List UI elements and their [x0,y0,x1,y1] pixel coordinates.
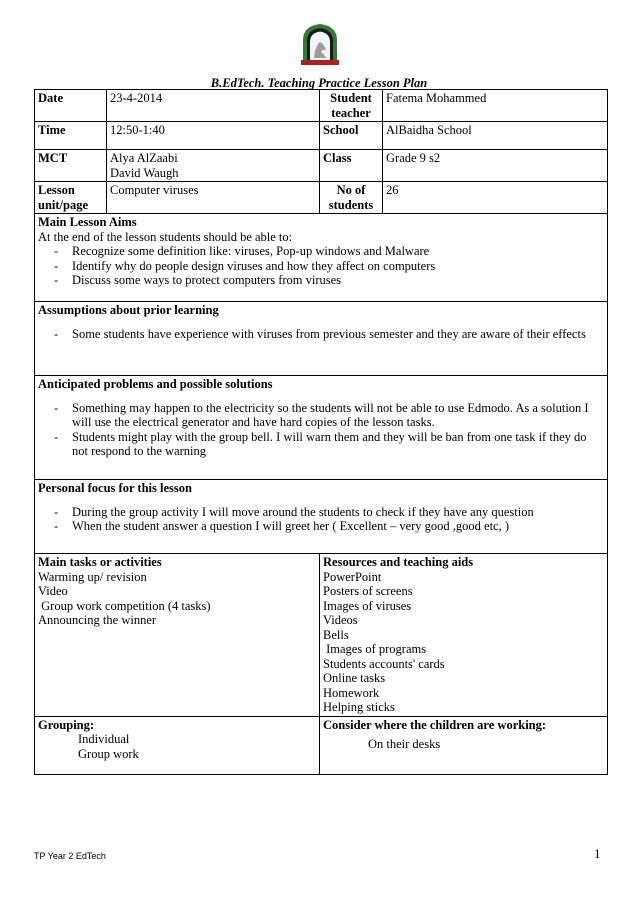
list-item: Group work [78,746,139,761]
list-item: Images of viruses [323,598,412,613]
list-item: Students accounts' cards [323,656,445,671]
page-title: B.EdTech. Teaching Practice Lesson Plan [210,76,428,90]
class-value: Grade 9 s2 [383,150,608,182]
focus-row [35,480,608,554]
problems-heading: Anticipated problems and possible solutions [38,377,273,391]
list-item: Online tasks [323,671,386,685]
student-teacher-label: Student teacher [320,90,383,122]
aims-list [38,244,604,288]
lesson-value: Computer viruses [107,182,320,214]
mct-name-1: Alya AlZaabi [110,151,178,165]
list-item: Announcing the winner [38,613,157,627]
date-row [35,90,608,122]
grouping-heading: Grouping: [38,717,95,732]
aims-heading: Main Lesson Aims [38,215,137,229]
grouping-row [35,716,608,774]
mct-name-2: David Waugh [110,165,179,180]
assumptions-row [35,302,608,376]
problems-row [35,376,608,480]
list-item: - Some students have experience with viruses from previous semester and they are aware of their effects [60,327,604,342]
list-item: Videos [323,613,358,627]
class-label: Class [320,150,383,182]
mct-row [35,150,608,182]
aims-intro: At the end of the lesson students should be able to: [38,229,293,244]
tasks-section [35,554,320,717]
assumptions-list [38,327,604,342]
mct-label: MCT [35,150,107,182]
resources-heading: Resources and teaching aids [323,555,474,569]
aims-section [35,214,608,302]
problems-list [38,401,604,459]
focus-heading: Personal focus for this lesson [38,481,192,495]
grouping-section [35,716,320,774]
date-label: Date [35,90,107,122]
tasks-resources-row [35,554,608,717]
student-teacher-value: Fatema Mohammed [383,90,608,122]
list-item: - Recognize some definition like: viruses, Pop-up windows and Malware [60,244,604,259]
school-crest-logo [299,22,341,66]
list-item: Video [38,584,68,598]
students-value: 26 [383,182,608,214]
list-item: - Students might play with the group bell. I will warn them and they will be ban from one task if they do not respond to the warning [60,430,604,459]
working-value: On their desks [368,737,441,751]
tasks-heading: Main tasks or activities [38,555,162,569]
mct-value [107,150,320,182]
list-item: Helping sticks [323,700,395,714]
problems-section [35,376,608,480]
list-item: Group work competition (4 tasks) [38,598,211,613]
aims-row [35,214,608,302]
list-item: Images of programs [323,642,427,656]
list-item: Homework [323,685,380,700]
students-label: No of students [320,182,383,214]
page-number: 1 [594,846,601,861]
footer-course-label: TP Year 2 EdTech [34,851,106,861]
assumptions-heading: Assumptions about prior learning [38,303,219,317]
list-item: Individual [78,732,130,746]
focus-list [38,505,604,534]
assumptions-section [35,302,608,376]
list-item: - Discuss some ways to protect computers from viruses [60,273,604,288]
lesson-plan-table [34,89,608,775]
lesson-row [35,182,608,214]
time-label: Time [35,122,107,150]
list-item: - During the group activity I will move around the students to check if they have any question [60,505,604,520]
working-heading: Consider where the children are working: [323,717,547,732]
list-item: PowerPoint [323,569,382,584]
focus-section [35,480,608,554]
time-value: 12:50-1:40 [107,122,320,150]
list-item: - When the student answer a question I will greet her ( Excellent – very good ,good etc, ) [60,519,604,534]
list-item: Posters of screens [323,584,413,598]
list-item: Warming up/ revision [38,569,147,584]
list-item: - Something may happen to the electricity so the students will not be able to use Edmodo. As a solution I will use the electrical generator and have hard copies of the lesson tasks. [60,401,604,430]
date-value: 23-4-2014 [107,90,320,122]
working-section [320,716,608,774]
school-label: School [320,122,383,150]
resources-section [320,554,608,717]
lesson-label: Lesson unit/page [35,182,107,214]
school-value: AlBaidha School [383,122,608,150]
list-item: - Identify why do people design viruses and how they affect on computers [60,259,604,274]
time-row [35,122,608,150]
list-item: Bells [323,627,349,642]
